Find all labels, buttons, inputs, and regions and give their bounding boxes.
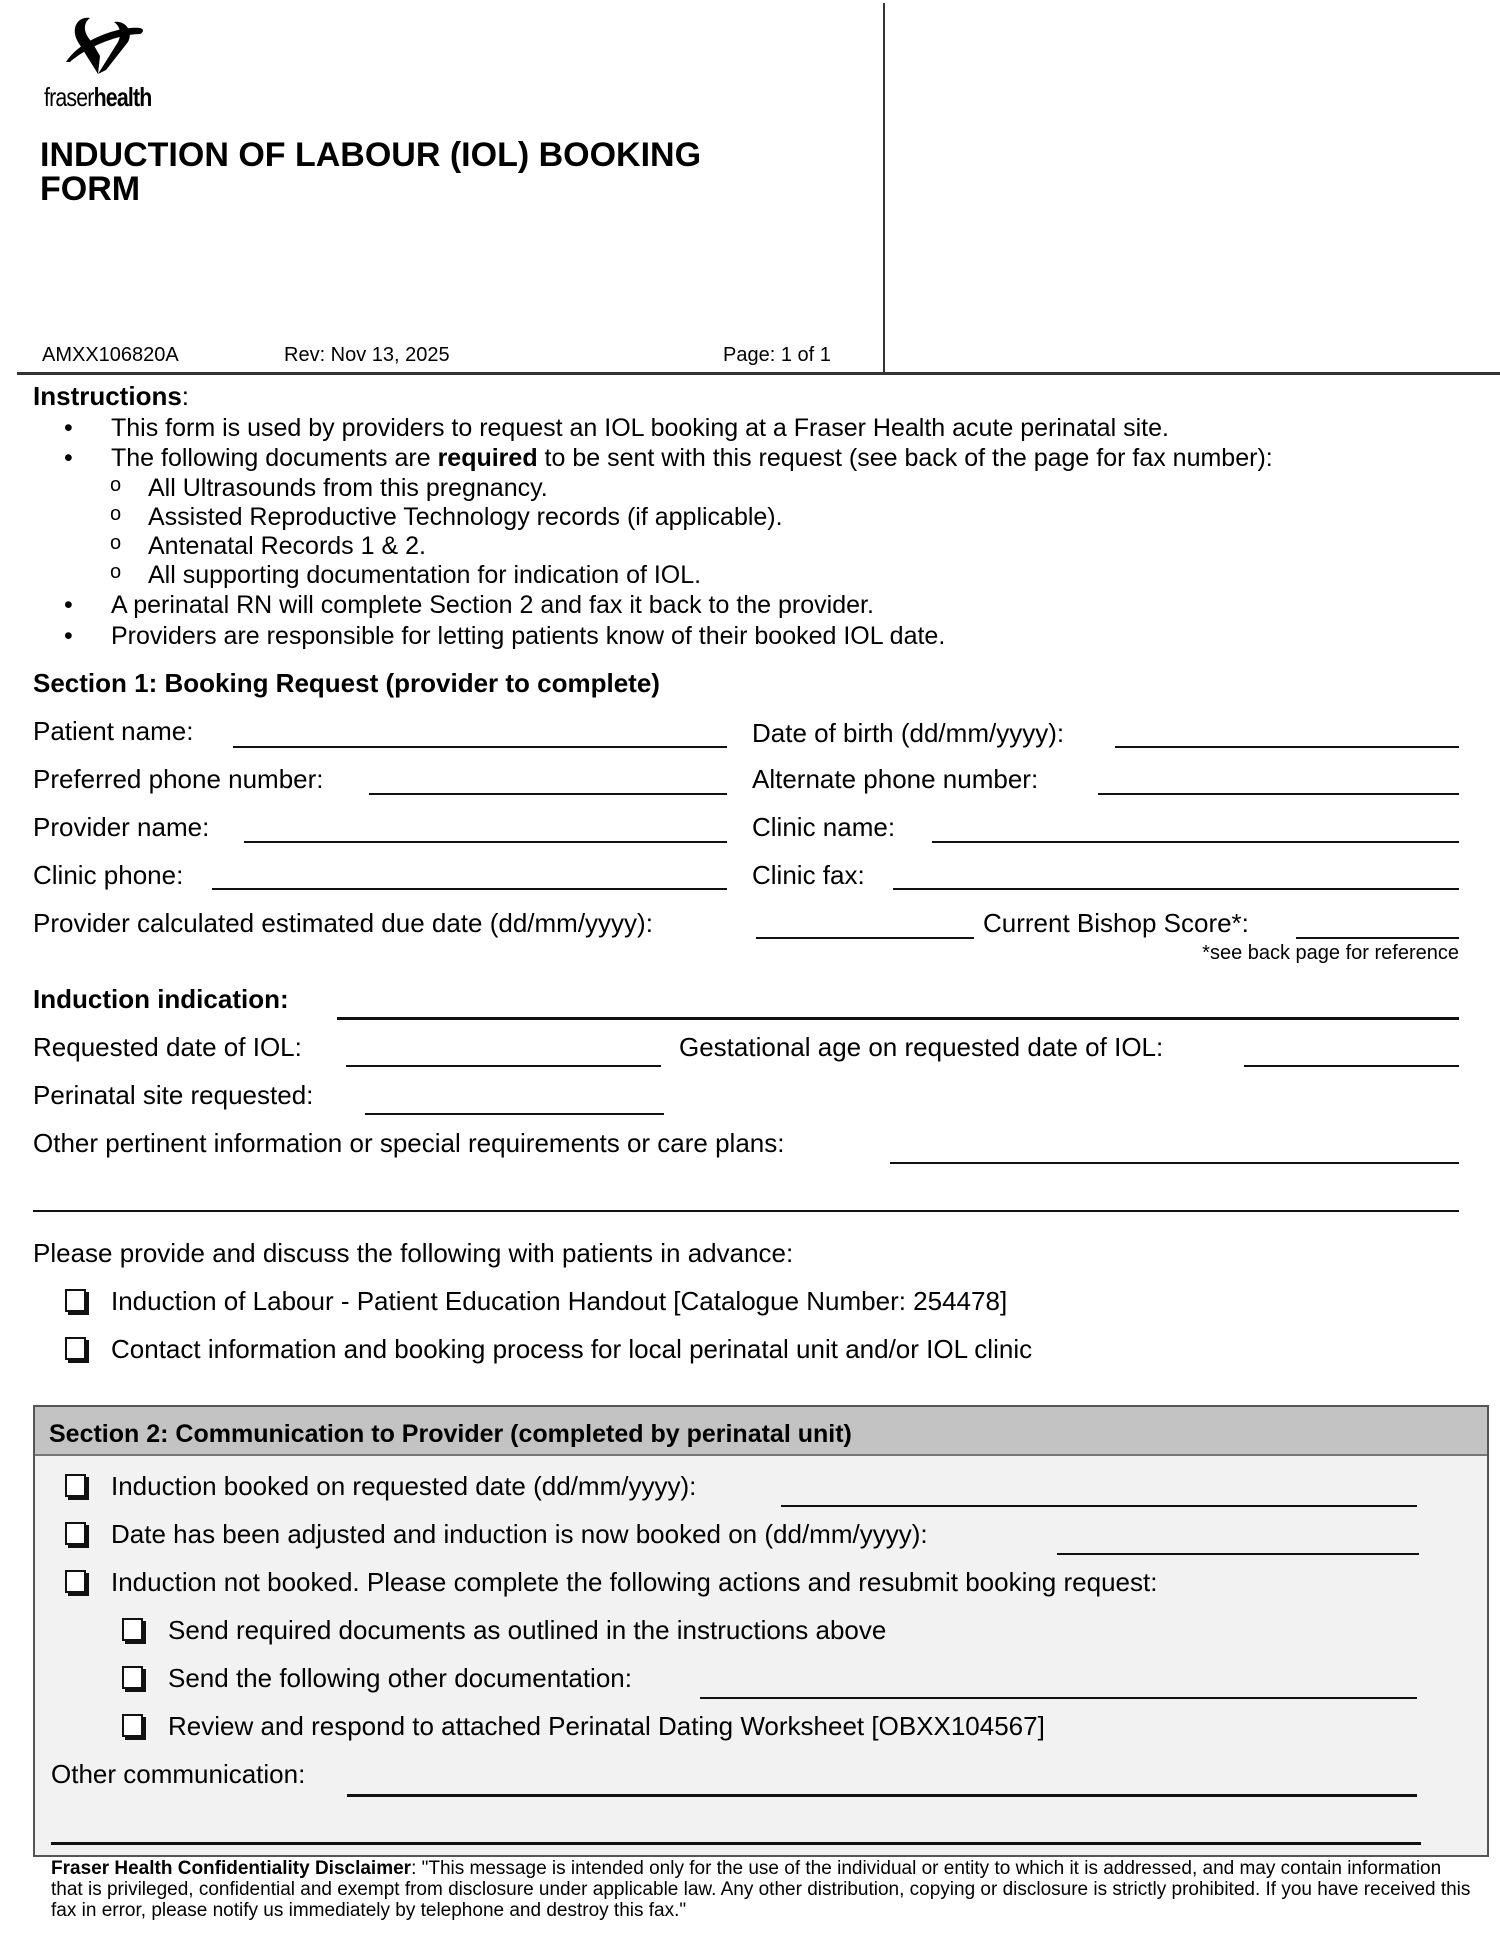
- perinatal-site-label: Perinatal site requested:: [33, 1080, 314, 1110]
- section2-box: [33, 1405, 1489, 1857]
- send-other-docs-field[interactable]: [700, 1697, 1417, 1699]
- send-required-docs-checkbox[interactable]: [122, 1618, 143, 1641]
- dob-label: Date of birth (dd/mm/yyyy):: [752, 718, 1065, 748]
- instructions-heading-text: Instructions: [33, 381, 182, 411]
- date-adjusted-field[interactable]: [1057, 1553, 1419, 1555]
- bullet-icon: •: [64, 414, 73, 442]
- clinic-fax-label: Clinic fax:: [752, 860, 865, 890]
- bullet-icon: •: [64, 444, 73, 472]
- contact-info-label: Contact information and booking process for local perinatal unit and/or IOL clinic: [111, 1334, 1033, 1364]
- preferred-phone-field[interactable]: [369, 793, 727, 795]
- revision-date: Rev: Nov 13, 2025: [284, 344, 450, 366]
- form-code: AMXX106820A: [42, 344, 179, 366]
- section1-heading: Section 1: Booking Request (provider to complete): [33, 668, 660, 698]
- logo-text-health: health: [93, 82, 152, 112]
- handout-checkbox[interactable]: [65, 1289, 86, 1312]
- instruction-emphasis: required: [437, 444, 538, 472]
- clinic-name-label: Clinic name:: [752, 812, 896, 842]
- contact-info-checkbox[interactable]: [65, 1337, 86, 1360]
- booked-requested-date-field[interactable]: [781, 1505, 1417, 1507]
- clinic-phone-field[interactable]: [212, 888, 727, 890]
- other-info-field-line-2[interactable]: [33, 1210, 1459, 1212]
- provider-name-label: Provider name:: [33, 812, 210, 842]
- discuss-heading: Please provide and discuss the following with patients in advance:: [33, 1238, 794, 1268]
- section2-heading: Section 2: Communication to Provider (completed by perinatal unit): [49, 1420, 852, 1448]
- send-other-docs-checkbox[interactable]: [122, 1666, 143, 1689]
- instructions-heading: [33, 381, 189, 412]
- logo-wordmark: [44, 82, 151, 113]
- provider-name-field[interactable]: [244, 841, 727, 843]
- booked-requested-date-checkbox[interactable]: [65, 1474, 86, 1497]
- patient-name-field[interactable]: [233, 746, 727, 748]
- section2-header: [35, 1407, 1487, 1456]
- logo-text-fraser: fraser: [44, 82, 94, 112]
- requested-date-field[interactable]: [346, 1065, 661, 1067]
- instructions-heading-colon: :: [181, 381, 190, 411]
- clinic-phone-label: Clinic phone:: [33, 860, 184, 890]
- form-title: [40, 138, 820, 206]
- circle-bullet-icon: o: [110, 532, 122, 554]
- title-line-1: INDUCTION OF LABOUR (IOL) BOOKING: [40, 136, 702, 174]
- instruction-item: This form is used by providers to request an IOL booking at a Fraser Health acute perinatal site.: [111, 414, 1169, 442]
- send-required-docs-label: Send required documents as outlined in the instructions above: [168, 1615, 887, 1645]
- instruction-text: to be sent with this request (see back of the page for fax number):: [537, 444, 1273, 472]
- other-info-label: Other pertinent information or special requirements or care plans:: [33, 1128, 785, 1158]
- edd-field[interactable]: [756, 937, 974, 939]
- instruction-item: Providers are responsible for letting patients know of their booked IOL date.: [111, 622, 946, 650]
- send-other-docs-label: Send the following other documentation:: [168, 1663, 632, 1693]
- gestational-age-field[interactable]: [1244, 1065, 1459, 1067]
- clinic-fax-field[interactable]: [893, 888, 1459, 890]
- handout-label: Induction of Labour - Patient Education Handout [Catalogue Number: 254478]: [111, 1286, 1008, 1316]
- fraser-health-logo: [44, 12, 172, 112]
- clinic-name-field[interactable]: [932, 841, 1459, 843]
- required-document-item: Antenatal Records 1 & 2.: [148, 532, 426, 560]
- gestational-age-label: Gestational age on requested date of IOL:: [679, 1032, 1164, 1062]
- bullet-icon: •: [64, 622, 73, 650]
- required-document-item: All Ultrasounds from this pregnancy.: [148, 474, 548, 502]
- review-dating-worksheet-checkbox[interactable]: [122, 1714, 143, 1737]
- not-booked-label: Induction not booked. Please complete the following actions and resubmit booking request:: [111, 1567, 1158, 1597]
- confidentiality-disclaimer: [51, 1858, 1471, 1921]
- required-document-item: All supporting documentation for indication of IOL.: [148, 561, 702, 589]
- not-booked-checkbox[interactable]: [65, 1570, 86, 1593]
- preferred-phone-label: Preferred phone number:: [33, 764, 324, 794]
- dob-field[interactable]: [1115, 746, 1459, 748]
- instruction-text: The following documents are: [111, 444, 438, 472]
- header-divider-vertical: [883, 3, 885, 375]
- instruction-item: [111, 444, 1273, 473]
- header-divider: [17, 372, 1500, 375]
- alternate-phone-label: Alternate phone number:: [752, 764, 1039, 794]
- bishop-score-label: Current Bishop Score*:: [983, 908, 1249, 938]
- instruction-item: A perinatal RN will complete Section 2 and fax it back to the provider.: [111, 591, 874, 619]
- required-document-item: Assisted Reproductive Technology records (if applicable).: [148, 503, 783, 531]
- circle-bullet-icon: o: [110, 503, 122, 525]
- disclaimer-text: : "This message is intended only for the use of the individual or entity to which it is addressed, and may contain information that is privileged, confidential and exempt from disclosure under applicable law. Any other distribution, copying or disclosure is strictly prohibited. If you have received this fax in error, please notify us immediately by telephone and destroy this fax.": [51, 1858, 1471, 1921]
- perinatal-site-field[interactable]: [365, 1113, 664, 1115]
- other-communication-field-line-2[interactable]: [51, 1842, 1421, 1845]
- date-adjusted-checkbox[interactable]: [65, 1522, 86, 1545]
- requested-date-label: Requested date of IOL:: [33, 1032, 302, 1062]
- date-adjusted-label: Date has been adjusted and induction is now booked on (dd/mm/yyyy):: [111, 1519, 928, 1549]
- review-dating-worksheet-label: Review and respond to attached Perinatal Dating Worksheet [OBXX104567]: [168, 1711, 1045, 1741]
- circle-bullet-icon: o: [110, 561, 122, 583]
- disclaimer-title: Fraser Health Confidentiality Disclaimer: [51, 1858, 412, 1879]
- edd-label: Provider calculated estimated due date (dd/mm/yyyy):: [33, 908, 653, 938]
- circle-bullet-icon: o: [110, 474, 122, 496]
- other-communication-label: Other communication:: [51, 1759, 306, 1789]
- induction-indication-label: Induction indication:: [33, 984, 289, 1014]
- bullet-icon: •: [64, 591, 73, 619]
- alternate-phone-field[interactable]: [1098, 793, 1459, 795]
- induction-indication-field[interactable]: [337, 1017, 1459, 1020]
- other-info-field[interactable]: [890, 1162, 1459, 1164]
- title-line-2: FORM: [40, 170, 141, 208]
- patient-name-label: Patient name:: [33, 716, 194, 746]
- page-number: Page: 1 of 1: [723, 344, 831, 366]
- heart-swoosh-icon: [60, 12, 150, 82]
- booked-requested-date-label: Induction booked on requested date (dd/mm/yyyy):: [111, 1471, 697, 1501]
- bishop-score-note: *see back page for reference: [1202, 942, 1459, 964]
- other-communication-field[interactable]: [347, 1794, 1417, 1797]
- bishop-score-field[interactable]: [1296, 937, 1459, 939]
